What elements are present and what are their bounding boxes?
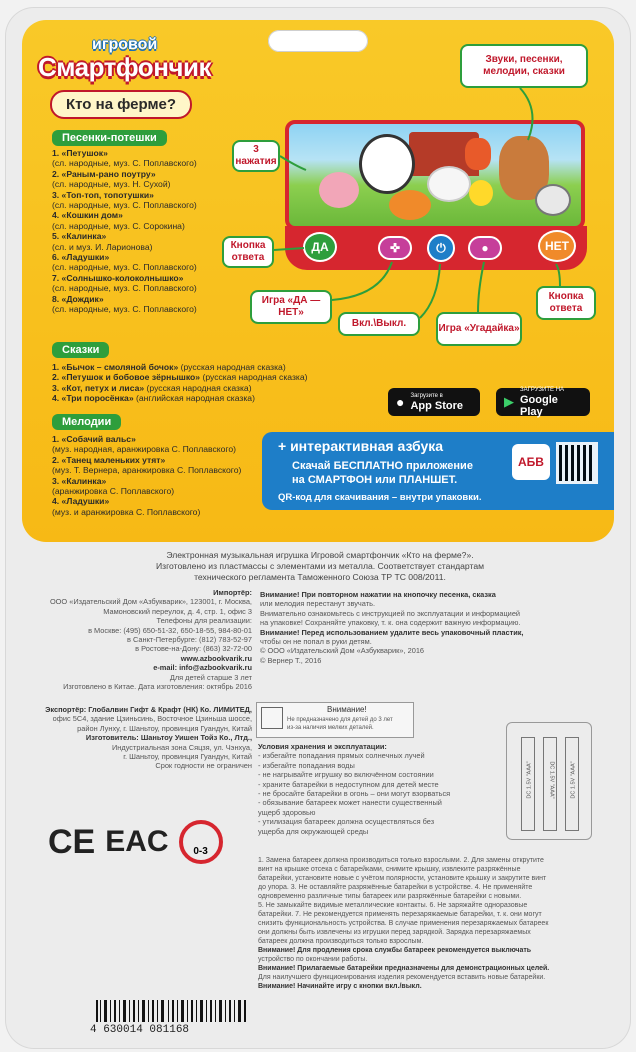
- text-line: 1. Замена батареек должна производиться только взрослыми. 2. Для замены открутите: [258, 857, 544, 864]
- list-item-title: 4. «Три поросёнка»: [52, 393, 136, 404]
- small-parts-icon: [261, 707, 283, 729]
- google-play-badge[interactable]: [496, 388, 590, 416]
- age-restriction-icon: [179, 820, 223, 864]
- text-line: - избегайте попадания воды: [258, 760, 355, 770]
- text-line: устройство по окончании работы.: [258, 956, 368, 963]
- list-item-title: 6. «Ладушки»: [52, 252, 110, 263]
- text-line: ущерб здоровью: [258, 807, 316, 817]
- product-line3: технического регламента Таможенного Союза ТР ТС 008/2011.: [194, 572, 446, 582]
- ce-mark-icon: CE: [48, 822, 96, 861]
- list-item-title: 2. «Раным-рано поутру»: [52, 168, 156, 179]
- text-line: Внимание! Перед использованием удалите весь упаковочный пластик,: [260, 627, 524, 637]
- list-item-credit: (сл. народные, муз. Н. Сухой): [52, 179, 171, 190]
- text-line: 5. Не замыкайте видимые металлические контакты. 6. Не заряжайте одноразовые: [258, 902, 528, 909]
- text-line: - не нагрывайте игрушку во включённом состоянии: [258, 770, 434, 780]
- list-item-title: 1. «Петушок»: [52, 148, 108, 158]
- warning-box: [256, 702, 414, 738]
- text-line: батареек должна производиться только взрослым.: [258, 938, 424, 945]
- battery-diagram: [506, 722, 592, 840]
- text-line: Экспортёр: Глобалвин Гифт & Крафт (НК) Ко. ЛИМИТЕД,: [45, 705, 252, 714]
- text-line: Изготовитель: Шаньтоу Уишен Тойз Ко., Лтд.,: [85, 733, 252, 743]
- apple-icon: ●: [396, 394, 405, 410]
- yes-button[interactable]: ДА: [303, 232, 337, 262]
- list-item-title: 8. «Дождик»: [52, 293, 104, 304]
- text-line: Внимание! Прилагаемые батарейки предназначены для демонстрационных целей.: [258, 965, 550, 972]
- text-line: снизить функциональность устройства. В случае применения перезаряжаемых батареек: [258, 920, 549, 927]
- text-line: офис 5С4, здание Цзиньсинь, Восточное Цзиньша шоссе,: [52, 714, 252, 724]
- list-item-title: 4. «Ладушки»: [52, 496, 110, 507]
- text-line: чтобы он не попал в руки детям.: [260, 637, 372, 647]
- list-item-credit: (сл. народные, муз. С. Сорокина): [52, 220, 185, 231]
- list-item-credit: (муз. Т. Вернера, аранжировка С. Поплавского): [52, 465, 242, 476]
- battery-label-1: DC 1.5V "AAA": [526, 761, 533, 799]
- list-item-credit: (муз. народная, аранжировка С. Поплавского): [52, 444, 236, 455]
- text-line: винт на крышке отсека с батарейками, снимите крышку, извлеките разряжённые: [258, 866, 521, 873]
- app-store-big: App Store: [410, 399, 464, 412]
- list-item-title: 3. «Кот, петух и лиса»: [52, 382, 147, 393]
- callout-presses: 3 нажатия: [232, 140, 280, 172]
- text-line: Внимание! Для продления срока службы батареек рекомендуется выключать: [258, 947, 532, 954]
- text-line: - избегайте попадания прямых солнечных лучей: [258, 751, 425, 761]
- azbuka-line2: на СМАРТФОН или ПЛАНШЕТ.: [292, 474, 458, 486]
- google-play-big: Google Play: [520, 393, 558, 418]
- tales-header: Сказки: [52, 342, 109, 358]
- text-line: - утилизация батареек должна осуществляться без: [258, 817, 435, 827]
- text-line: на упаковке! Сохраняйте упаковку, т. к. она содержит важную информацию.: [260, 618, 521, 628]
- list-item-title: 2. «Танец маленьких утят»: [52, 454, 166, 465]
- gamepad-icon: ✜: [389, 241, 401, 255]
- list-item-credit: (сл. народные, муз. С. Поплавского): [52, 262, 197, 273]
- list-item-credit: (сл. народные, муз. С. Поплавского): [52, 200, 197, 211]
- list-item-title: 4. «Кошкин дом»: [52, 210, 123, 221]
- list-item-title: 2. «Петушок и бобовое зёрнышко»: [52, 372, 203, 383]
- text-line: - обязывание батареек может нанести существенный: [258, 798, 442, 808]
- callout-power: Вкл.\Выкл.: [338, 312, 420, 336]
- list-item-credit: (русская народная сказка): [180, 362, 286, 372]
- text-line: Телефоны для реализации:: [156, 616, 252, 626]
- text-line: Срок годности не ограничен: [155, 761, 252, 771]
- list-item-title: 1. «Бычок – смоляной бочок»: [52, 362, 181, 372]
- list-item-credit: (аранжировка С. Поплавского): [52, 486, 175, 497]
- text-line: - храните батарейки в недоступном для детей месте: [258, 779, 439, 789]
- text-line: Мамоновский переулок, д. 4, стр. 1, офис 3: [103, 606, 252, 616]
- power-icon: ⏻: [436, 240, 446, 255]
- text-line: ущерба для окружающей среды: [258, 826, 369, 836]
- list-item-credit: (сл. народные, муз. С. Поплавского): [52, 304, 197, 315]
- logo-main: Смартфончик: [38, 52, 211, 82]
- text-line: или мелодия перестанут звучать.: [260, 599, 375, 609]
- list-item-credit: (сл. и муз. И. Ларионова): [52, 241, 153, 252]
- azbuka-banner: [262, 432, 614, 510]
- eac-mark-icon: EAC: [105, 825, 169, 858]
- text-line: www.azbookvarik.ru: [180, 653, 252, 663]
- callout-answer-left: Кнопка ответа: [222, 236, 274, 268]
- text-line: Для детей старше 3 лет: [169, 672, 252, 682]
- text-line: в Ростове-на-Дону: (863) 32-72-00: [135, 644, 252, 654]
- list-item-credit: (английская народная сказка): [136, 393, 255, 404]
- text-line: e-mail: info@azbookvarik.ru: [153, 663, 252, 673]
- text-line: Внимательно ознакомьтесь с инструкцией по эксплуатации и информацией: [260, 608, 521, 618]
- warning-line1: Не предназначено для детей до 3 лет: [287, 717, 393, 723]
- text-line: Изготовлено в Китае. Дата изготовления: октябрь 2016: [63, 682, 252, 692]
- text-line: ООО «Издательский Дом «Азбукварик», 123001, г. Москва,: [49, 597, 252, 607]
- callout-sounds: Звуки, песенки, мелодии, сказки: [460, 44, 588, 88]
- importer-info: [30, 588, 252, 691]
- storage-title: Условия хранения и эксплуатации:: [258, 742, 387, 751]
- certification-marks: [48, 820, 223, 864]
- list-item-credit: (муз. и аранжировка С. Поплавского): [52, 506, 201, 517]
- battery-label-3: DC 1.5V "AAA": [570, 761, 577, 799]
- app-store-badge[interactable]: [388, 388, 480, 416]
- product-description: [60, 550, 580, 583]
- product-line2: Изготовлено из пластмассы с элементами из металла. Соответствует стандартам: [155, 561, 485, 571]
- warning-line2: из-за наличия мелких деталей.: [287, 725, 374, 731]
- list-item-title: 1. «Собачий вальс»: [52, 434, 136, 444]
- qr-code: [556, 442, 598, 484]
- list-item-credit: (сл. народные, муз. С. Поплавского): [52, 158, 197, 169]
- product-title: Кто на ферме?: [50, 90, 192, 119]
- list-item-credit: (русская народная сказка): [202, 372, 308, 383]
- text-line: Внимание! Начинайте игру с кнопки вкл./выкл.: [258, 983, 422, 990]
- age-restriction-label: 0-3: [193, 845, 208, 857]
- melodies-header: Мелодии: [52, 414, 121, 430]
- callout-answer-right: Кнопка ответа: [536, 286, 596, 320]
- storage-conditions: [258, 742, 488, 836]
- list-item-title: 3. «Калинка»: [52, 475, 107, 486]
- warning-title: Внимание!: [327, 705, 367, 714]
- list-item-title: 5. «Калинка»: [52, 231, 107, 242]
- list-item-credit: (сл. народные, муз. С. Поплавского): [52, 283, 197, 294]
- songs-header: Песенки-потешки: [52, 130, 167, 146]
- exporter-info: [22, 705, 252, 771]
- callout-game-yes-no: Игра «ДА — НЕТ»: [250, 290, 332, 324]
- callout-game-guess: Игра «Угадайка»: [436, 312, 522, 346]
- play-icon: ▶: [504, 394, 514, 409]
- paw-icon: ●: [481, 241, 489, 255]
- logo-top: игровой: [92, 36, 158, 53]
- battery-notes: [258, 856, 598, 991]
- text-line: © ООО «Издательский Дом «Азбукварик», 2016: [260, 646, 425, 656]
- list-item-title: 7. «Солнышко-колоколнышко»: [52, 272, 184, 283]
- text-line: в Москве: (495) 650-51-32, 650-18-55, 984-80-01: [88, 625, 252, 635]
- battery-label-2: DC 1.5V "AAA": [548, 761, 555, 799]
- azbuka-line3: QR-код для скачивания – внутри упаковки.: [278, 492, 482, 503]
- text-line: Индустриальная зона Сяцзя, ул. Чэнхуа,: [111, 742, 252, 752]
- azbuka-app-icon: АБВ: [512, 444, 550, 480]
- no-button[interactable]: НЕТ: [538, 230, 576, 262]
- usage-notes: [260, 590, 600, 665]
- text-line: © Вернер Т., 2016: [260, 655, 322, 665]
- text-line: одновременно различные типы батареек или разряжённые батарейки с новыми.: [258, 893, 522, 900]
- app-store-small: Загрузите в: [410, 392, 443, 399]
- text-line: батарейки. 7. Не рекомендуется применять перезаряжаемые батарейки, т. к. они могут: [258, 911, 542, 918]
- azbuka-heading: + интерактивная азбука: [278, 438, 444, 454]
- text-line: район Лунху, г. Шаньтоу, провинция Гуандун, Китай: [77, 723, 252, 733]
- text-line: Для наилучшего функционирования изделия рекомендуется вставить новые батарейки.: [258, 974, 546, 981]
- list-item-credit: (русская народная сказка): [146, 382, 252, 393]
- text-line: - не бросайте батарейки в огонь – они могут взорваться: [258, 789, 451, 799]
- barcode-number: 4 630014 081168: [90, 1024, 190, 1036]
- barcode-image: [96, 1000, 246, 1022]
- product-line1: Электронная музыкальная игрушка Игровой смартфончик «Кто на ферме?».: [166, 550, 474, 560]
- azbuka-line1: Скачай БЕСПЛАТНО приложение: [292, 460, 473, 472]
- text-line: в Санкт-Петербурге: (812) 783-52-97: [127, 635, 252, 645]
- text-line: г. Шаньтоу, провинция Гуандун, Китай: [123, 752, 252, 762]
- text-line: они должны быть извлечены из игрушки перед зарядкой. Зарядка перезаряжаемых: [258, 929, 531, 936]
- text-line: до упора. 3. Не оставляйте разряжённые батарейки в устройстве. 4. Не применяйте: [258, 884, 533, 891]
- list-item-title: 3. «Топ-топ, топотушки»: [52, 189, 154, 200]
- text-line: батарейки, установите новые с учётом полярности, установите крышку и закрутите винт: [258, 875, 547, 882]
- google-play-small: ЗАГРУЗИТЕ НА: [520, 386, 565, 393]
- text-line: Импортёр:: [213, 588, 252, 597]
- text-line: Внимание! При повторном нажатии на кнопочку песенка, сказка: [260, 590, 496, 599]
